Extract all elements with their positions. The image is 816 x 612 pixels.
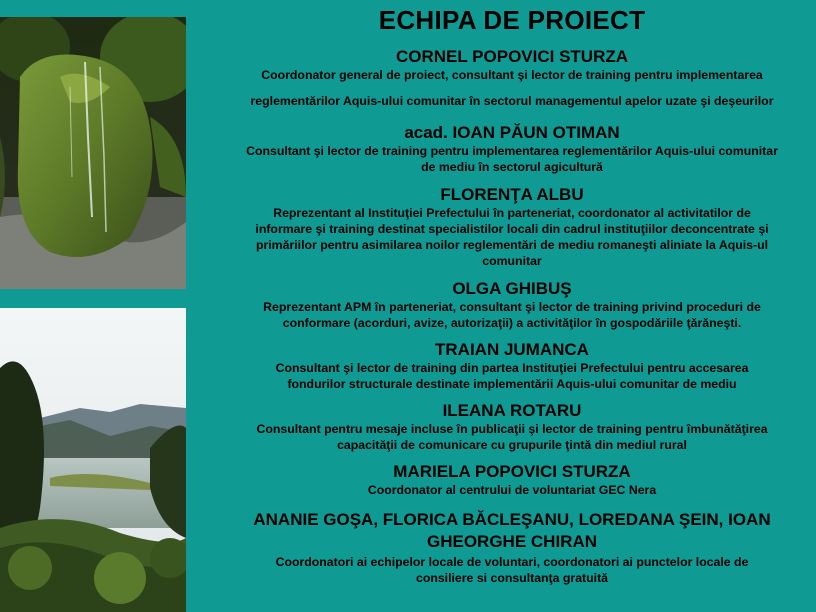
member-name: acad. IOAN PĂUN OTIMAN	[404, 123, 620, 142]
team-member	[210, 47, 814, 109]
team-member	[210, 510, 814, 586]
member-name: CORNEL POPOVICI STURZA	[395, 47, 629, 66]
team-member	[210, 340, 814, 392]
member-role: Consultant pentru mesaje incluse în publicaţii şi lector de training pentru îmbunătăţirea capacităţii de comunicare cu grupurile ţintă din mediul rural	[256, 422, 768, 452]
member-role: Coordonator general de proiect, consultant şi lector de training pentru implementarea reglementărilor Aquis-ului comunitar în sectorul managementul apelor uzate şi deşeurilor	[250, 68, 774, 108]
member-names: ANANIE GOŞA, FLORICA BĂCLEŞANU, LOREDANA ŞEIN, IOAN GHEORGHE CHIRAN	[253, 510, 771, 551]
team-content	[210, 0, 814, 586]
lake-photo	[0, 308, 186, 612]
member-role: Consultant şi lector de training din partea Instituţiei Prefectului pentru accesarea fondurilor structurale destinate implementării Aquis-ului comunitar de mediu	[275, 361, 749, 391]
member-role: Coordonator al centrului de voluntariat GEC Nera	[367, 483, 657, 497]
team-member	[210, 401, 814, 453]
member-role: Coordonatori ai echipelor locale de voluntari, coordonatori ai punctelor locale de consiliere si consultanţa gratuită	[275, 555, 749, 585]
team-member	[210, 185, 814, 269]
member-name: TRAIAN JUMANCA	[435, 340, 589, 359]
member-name: ILEANA ROTARU	[442, 401, 582, 420]
page-title: ECHIPA DE PROIECT	[378, 5, 646, 35]
member-name: OLGA GHIBUŞ	[452, 279, 572, 298]
team-member	[210, 279, 814, 331]
waterfall-photo	[0, 17, 186, 289]
team-member	[210, 462, 814, 498]
member-name: FLORENŢA ALBU	[440, 185, 584, 204]
team-member	[210, 123, 814, 175]
member-role: Consultant şi lector de training pentru implementarea reglementărilor Aquis-ului comunitar de mediu în sectorul agicultură	[246, 144, 778, 174]
member-role: Reprezentant al Instituţiei Prefectului în parteneriat, coordonator al activitatilor de informare şi training destinat specialistilor locali din cadrul instituţiilor deconcentrate şi primăriilor pentru asimilarea noilor reglementări de mediu romaneşti aliniate la Aquis-ul comunitar	[255, 206, 769, 268]
member-role: Reprezentant APM în parteneriat, consultant şi lector de training privind proceduri de conformare (acorduri, avize, autorizaţii) a activităţilor în gospodăriile ţărăneşti.	[263, 300, 761, 330]
member-name: MARIELA POPOVICI STURZA	[393, 462, 631, 481]
